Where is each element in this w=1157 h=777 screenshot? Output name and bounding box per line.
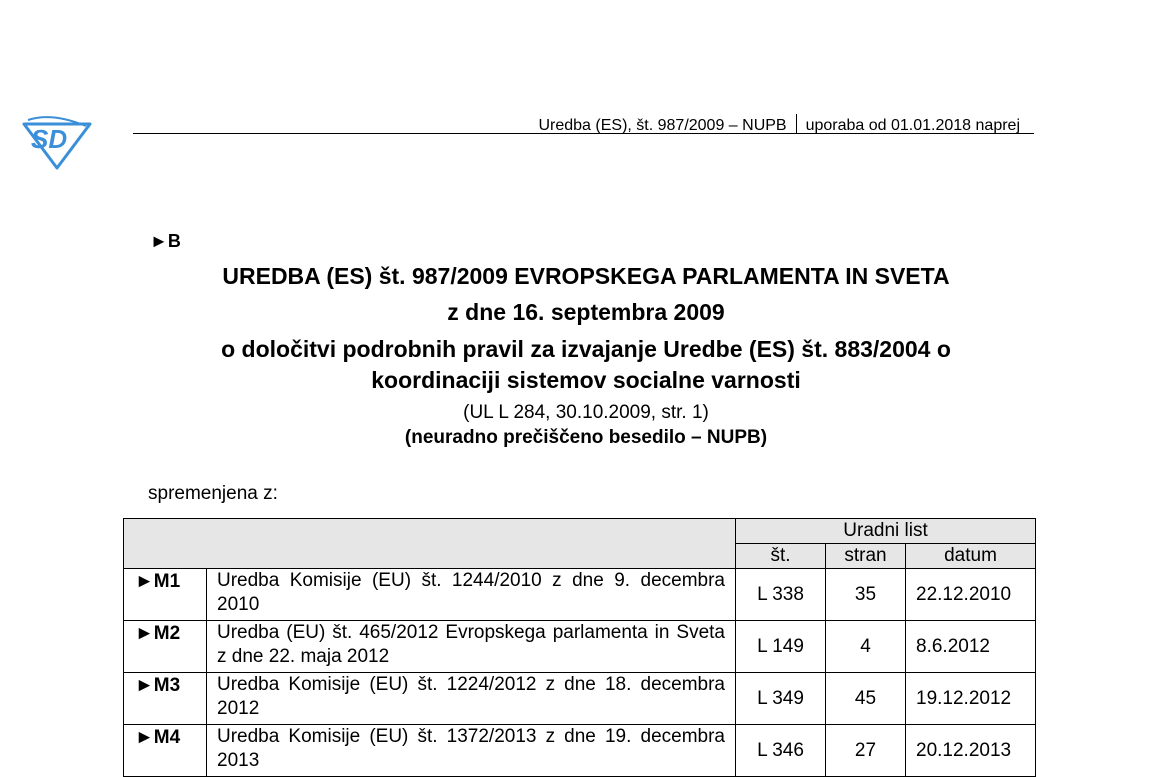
row-marker: ►M1 — [124, 569, 207, 621]
row-marker: ►M3 — [124, 673, 207, 725]
table-header-blank — [124, 519, 736, 569]
row-number: L 349 — [736, 673, 826, 725]
row-number: L 338 — [736, 569, 826, 621]
row-date: 22.12.2010 — [906, 569, 1036, 621]
row-date: 20.12.2013 — [906, 725, 1036, 777]
row-marker: ►M2 — [124, 621, 207, 673]
row-page: 4 — [826, 621, 906, 673]
table-row — [124, 673, 1036, 725]
sd-logo-icon — [22, 116, 92, 170]
table-header-row-1 — [124, 519, 1036, 544]
amendments-table — [123, 518, 1036, 777]
column-header-page: stran — [826, 544, 906, 569]
row-number: L 149 — [736, 621, 826, 673]
title-line-1: UREDBA (ES) št. 987/2009 EVROPSKEGA PARLAMENTA IN SVETA — [222, 263, 950, 289]
running-header — [300, 114, 1020, 135]
header-regulation: Uredba (ES), št. 987/2009 – NUPB — [538, 117, 787, 134]
row-act: Uredba Komisije (EU) št. 1224/2012 z dne 18. decembra 2012 — [207, 673, 736, 725]
column-header-number: št. — [736, 544, 826, 569]
row-number: L 346 — [736, 725, 826, 777]
table-row — [124, 621, 1036, 673]
svg-text:SD: SD — [31, 124, 68, 154]
header-separator — [796, 114, 797, 134]
row-act: Uredba (EU) št. 465/2012 Evropskega parlamenta in Sveta z dne 22. maja 2012 — [207, 621, 736, 673]
base-act-marker: ►B — [150, 231, 181, 251]
official-journal-reference: (UL L 284, 30.10.2009, str. 1) — [463, 402, 709, 423]
row-date: 8.6.2012 — [906, 621, 1036, 673]
row-page: 27 — [826, 725, 906, 777]
header-rule — [133, 133, 1034, 134]
header-validity: uporaba od 01.01.2018 naprej — [805, 117, 1020, 134]
amended-by-label: spremenjena z: — [148, 483, 278, 504]
row-page: 45 — [826, 673, 906, 725]
table-row — [124, 725, 1036, 777]
row-marker: ►M4 — [124, 725, 207, 777]
row-act: Uredba Komisije (EU) št. 1372/2013 z dne 19. decembra 2013 — [207, 725, 736, 777]
row-page: 35 — [826, 569, 906, 621]
table-header-official-journal: Uradni list — [736, 519, 1036, 544]
title-line-3: o določitvi podrobnih pravil za izvajanje Uredbe (ES) št. 883/2004 o — [221, 336, 951, 362]
nupb-note: (neuradno prečiščeno besedilo – NUPB) — [404, 427, 768, 448]
title-line-4: koordinaciji sistemov socialne varnosti — [371, 367, 801, 393]
title-line-2: z dne 16. septembra 2009 — [447, 299, 725, 325]
row-date: 19.12.2012 — [906, 673, 1036, 725]
table-row — [124, 569, 1036, 621]
row-act: Uredba Komisije (EU) št. 1244/2010 z dne 9. decembra 2010 — [207, 569, 736, 621]
column-header-date: datum — [906, 544, 1036, 569]
